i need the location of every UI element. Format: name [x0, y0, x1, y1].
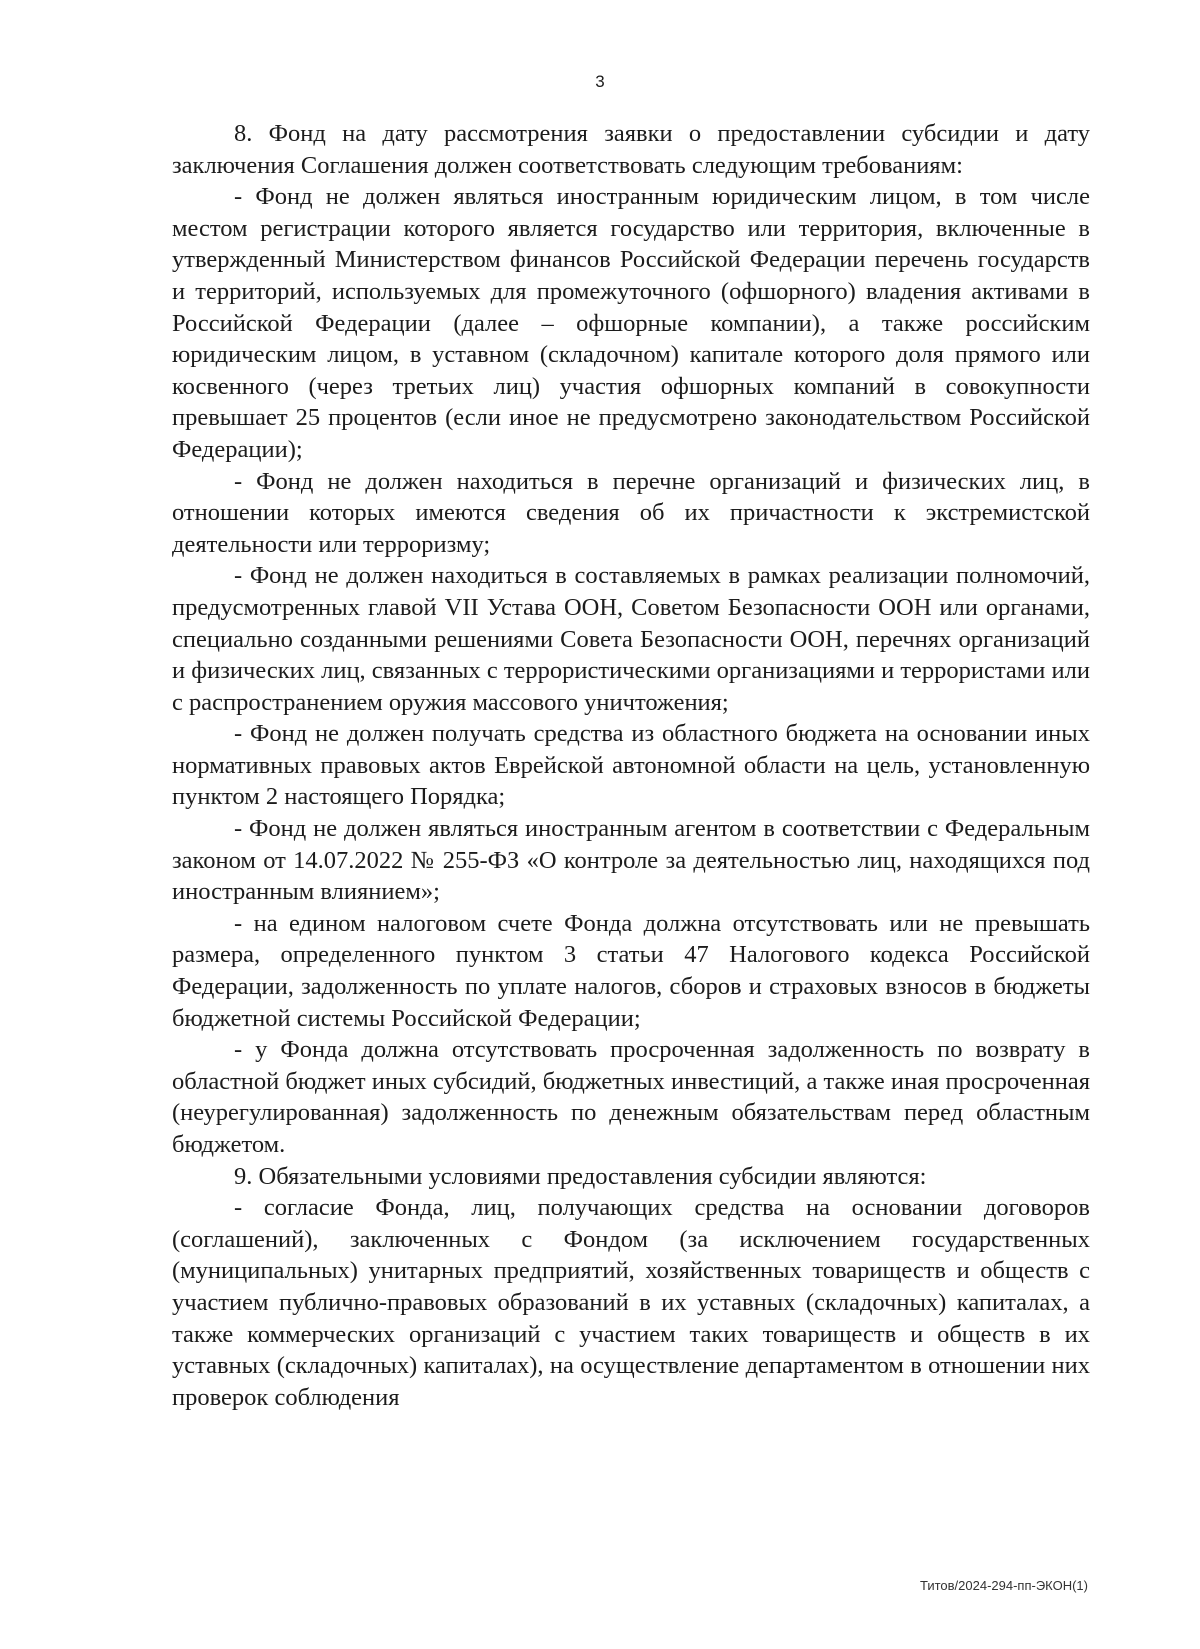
footer-document-code: Титов/2024-294-пп-ЭКОН(1) — [919, 1578, 1088, 1593]
requirement-no-overdue-debt: - у Фонда должна отсутствовать просроченная задолженность по возврату в областной бюджет иных субсидий, бюджетных инвестиций, а также иная просроченная (неурегулированная) задолженность по денежным обязательствам перед областным бюджетом. — [172, 1036, 1090, 1158]
page-number: 3 — [595, 72, 605, 91]
requirement-not-un-sanctions-list: - Фонд не должен находиться в составляемых в рамках реализации полномочий, предусмотренных главой VII Устава ООН, Советом Безопасности ООН или органами, специально созданными решениями Совета Безопасности ООН, перечнях организаций и физических лиц, связанных с террористическими организациями и террористами или с распространением оружия массового уничтожения; — [172, 562, 1090, 716]
document-body — [172, 118, 1090, 1413]
requirement-not-foreign-agent: - Фонд не должен являться иностранным агентом в соответствии с Федеральным законом от 14.07.2022 № 255-ФЗ «О контроле за деятельностью лиц, находящихся под иностранным влиянием»; — [172, 815, 1090, 906]
requirement-no-tax-debt: - на едином налоговом счете Фонда должна отсутствовать или не превышать размера, определенного пунктом 3 статьи 47 Налогового кодекса Российской Федерации, задолженность по уплате налогов, сборов и страховых взносов в бюджеты бюджетной системы Российской Федерации; — [172, 909, 1090, 1032]
paragraph-9-conditions: 9. Обязательными условиями предоставления субсидии являются: — [234, 1162, 927, 1190]
requirement-not-foreign-entity: - Фонд не должен являться иностранным юридическим лицом, в том числе местом регистрации которого является государство или территория, включенные в утвержденный Министерством финансов Российской Федерации перечень государств и территорий, используемых для промежуточного (офшорного) владения активами в Российской Федерации (далее – офшорные компании), а также российским юридическим лицом, в уставном (складочном) капитале которого доля прямого или косвенного (через третьих лиц) участия офшорных компаний в совокупности превышает 25 процентов (если иное не предусмотрено законодательством Российской Федерации); — [172, 183, 1090, 463]
paragraph-8-requirements: 8. Фонд на дату рассмотрения заявки о предоставлении субсидии и дату заключения Соглашения должен соответствовать следующим требованиям: — [172, 120, 1090, 179]
requirement-no-other-regional-funds: - Фонд не должен получать средства из областного бюджета на основании иных нормативных правовых актов Еврейской автономной области на цель, установленную пунктом 2 настоящего Порядка; — [172, 720, 1090, 811]
requirement-not-extremist-list: - Фонд не должен находиться в перечне организаций и физических лиц, в отношении которых имеются сведения об их причастности к экстремистской деятельности или терроризму; — [172, 467, 1090, 558]
condition-consent-to-inspections: - согласие Фонда, лиц, получающих средства на основании договоров (соглашений), заключенных с Фондом (за исключением государственных (муниципальных) унитарных предприятий, хозяйственных товариществ и обществ с участием публично-правовых образований в их уставных (складочных) капиталах, а также коммерческих организаций с участием таких товариществ и обществ в их уставных (складочных) капиталах), на осуществление департаментом в отношении них проверок соблюдения — [172, 1194, 1090, 1411]
